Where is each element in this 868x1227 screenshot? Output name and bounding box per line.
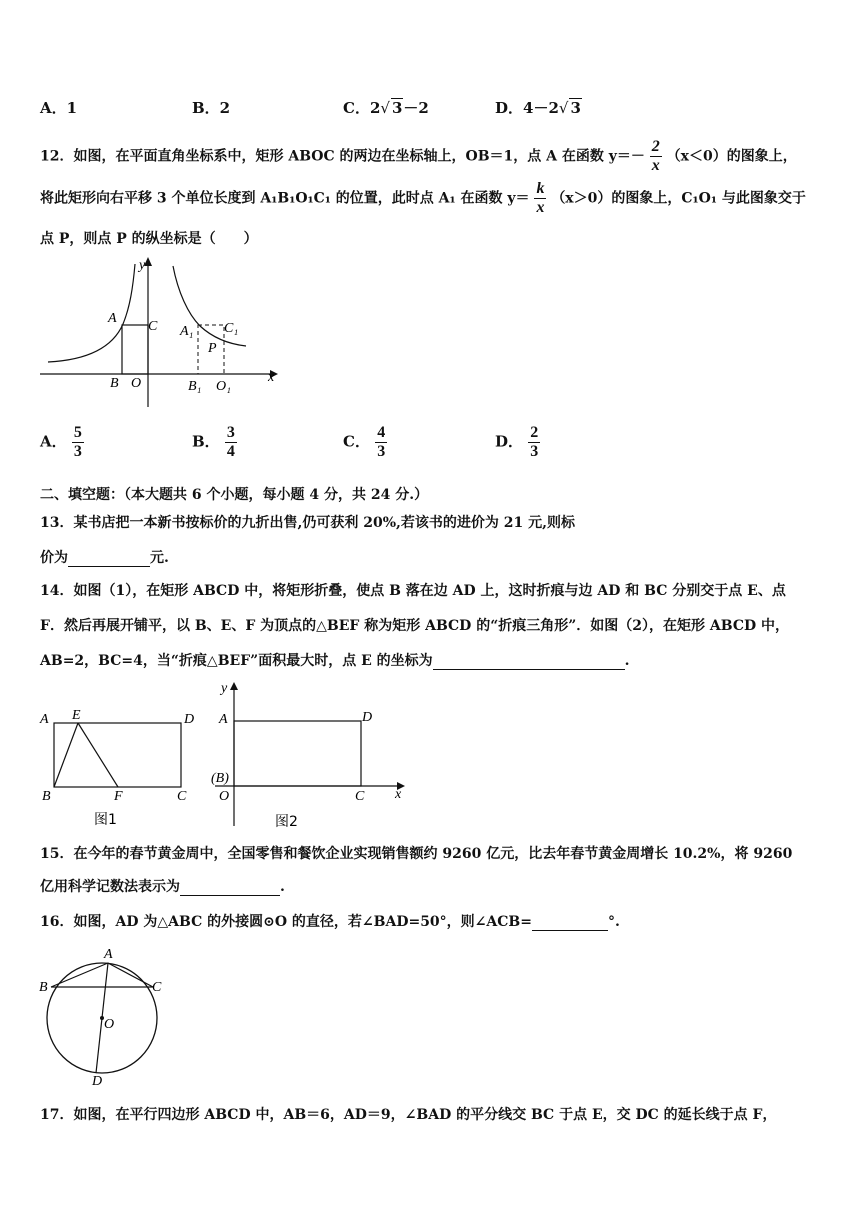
q12-option-c-fraction [375, 424, 387, 461]
q14-fig2-label-a: A [219, 712, 228, 727]
q12-option-b-den: 4 [226, 443, 235, 460]
q12-label-a: A [108, 311, 117, 326]
q11-option-b: B．2 [192, 99, 231, 117]
q14-fig2-label-y: y [221, 681, 228, 696]
q12-option-d-fraction [528, 424, 540, 461]
q14-fig1-label-f: F [114, 789, 123, 804]
q14-figure-2 [205, 676, 415, 834]
q12-label-c1: C₁ [224, 321, 239, 336]
q12-label-c: C [148, 319, 158, 334]
q14-line3 [40, 650, 629, 670]
q12-fraction-k-over-x [534, 180, 546, 217]
q15-answer-blank[interactable] [180, 879, 280, 896]
q11-option-c-suffix: －2 [403, 99, 429, 117]
q16-segment-ab [51, 963, 108, 987]
q12-option-d-num: 2 [530, 424, 539, 441]
q14-fig2-label-b: (B) [211, 771, 229, 786]
q12-fraction-x: x [536, 199, 545, 216]
q12-option-c-letter: C． [343, 432, 370, 451]
q14-fig1-segment-ef [78, 723, 118, 787]
q16-text-a: 16．如图，AD 为△ABC 的外接圆⊙O 的直径，若∠BAD=50°，则∠ACB= [40, 914, 532, 930]
q16-text-b: °. [607, 914, 620, 930]
q11-option-c-radicand: 3 [391, 99, 403, 117]
q14-line2: F．然后再展开铺平，以 B、E、F 为顶点的△BEF 称为矩形 ABCD 的“折痕三角形”．如图（2），在矩形 ABCD 中， [40, 618, 790, 634]
q12-fraction-denominator: x [651, 157, 660, 174]
q15-text-a: 亿用科学记数法表示为 [40, 879, 180, 895]
q11-option-d-radicand: 3 [570, 99, 581, 117]
q12-figure [38, 252, 283, 412]
q14-fig2-label-o: O [219, 789, 230, 804]
q14-fig2-y-arrow [230, 682, 238, 690]
q14-fig2-label-x: x [395, 787, 402, 802]
q12-line2-text-b: （x＞0）的图象上，C₁O₁ 与此图象交于 [551, 190, 806, 207]
q15-text-b: . [280, 879, 285, 895]
q17-line1: 17．如图，在平行四边形 ABCD 中，AB＝6，AD＝9，∠BAD 的平分线交 BC 于点 E，交 DC 的延长线于点 F， [40, 1107, 777, 1123]
q14-fig1-label-e: E [72, 708, 81, 723]
q14-fig2-label-c: C [355, 789, 365, 804]
q12-option-a-den: 3 [73, 443, 82, 460]
q12-label-a1: A₁ [180, 324, 194, 339]
q14-figure-1 [36, 704, 206, 832]
q13-text-b: 元. [150, 550, 169, 566]
q16-label-b: B [39, 980, 48, 995]
q14-fig2-rectangle [234, 721, 361, 786]
q12-option-b [192, 424, 237, 461]
q12-label-p: P [208, 341, 217, 356]
q12-option-a-num: 5 [73, 424, 82, 441]
q11-option-d-prefix: D．4－2 [495, 99, 559, 117]
q14-fig1-rectangle [54, 723, 181, 787]
q14-fig1-caption: 图1 [94, 812, 117, 828]
q12-label-b: B [110, 376, 119, 391]
q12-option-a [40, 424, 84, 461]
q16-line1 [40, 911, 620, 931]
q14-answer-blank[interactable] [433, 653, 625, 670]
q12-fraction-k: k [536, 180, 545, 197]
q12-fraction-2-over-x [650, 138, 662, 175]
q12-label-b1: B₁ [188, 379, 202, 394]
q12-line1-text-a: 12．如图，在平面直角坐标系中，矩形 ABOC 的两边在坐标轴上，OB＝1，点 A 在函数 y＝－ [40, 148, 645, 165]
q11-option-d: D．4－2√ 3 [495, 99, 581, 117]
q16-figure [38, 942, 170, 1090]
q12-line1 [40, 138, 797, 175]
q14-fig1-label-c: C [177, 789, 187, 804]
q14-line1: 14．如图（1），在矩形 ABCD 中，将矩形折叠，使点 B 落在边 AD 上，这时折痕与边 AD 和 BC 分别交于点 E、点 [40, 583, 786, 599]
q16-label-c: C [152, 980, 162, 995]
q16-label-o: O [104, 1017, 115, 1032]
q12-label-x: x [268, 370, 275, 385]
q14-fig1-segment-be [54, 723, 78, 787]
q15-line2 [40, 876, 285, 896]
q12-line1-text-b: （x＜0）的图象上， [666, 148, 797, 165]
q12-option-a-fraction [72, 424, 84, 461]
q12-line2-text-a: 将此矩形向右平移 3 个单位长度到 A₁B₁O₁C₁ 的位置，此时点 A₁ 在函数 y＝ [40, 190, 530, 207]
q16-label-a: A [104, 947, 113, 962]
q13-text-a: 价为 [40, 550, 68, 566]
q12-option-d [495, 424, 540, 461]
q14-fig1-label-a: A [40, 712, 49, 727]
q12-option-c-num: 4 [377, 424, 386, 441]
q12-option-a-letter: A． [40, 432, 67, 451]
q16-label-d: D [92, 1074, 103, 1089]
q14-fig2-caption: 图2 [275, 814, 298, 830]
q12-option-b-letter: B． [192, 432, 220, 451]
q16-segment-ac [108, 963, 153, 987]
q12-line3: 点 P，则点 P 的纵坐标是（ ） [40, 231, 258, 247]
q14-text-a: AB=2，BC=4，当“折痕△BEF”面积最大时，点 E 的坐标为 [40, 653, 433, 669]
q12-option-b-fraction [225, 424, 237, 461]
q12-line2 [40, 180, 806, 217]
q12-label-o: O [131, 376, 142, 391]
section-fill-in-heading: 二、填空题：（本大题共 6 个小题，每小题 4 分，共 24 分.） [40, 487, 429, 503]
q12-label-o1: O₁ [216, 379, 231, 394]
q12-option-c-den: 3 [377, 443, 386, 460]
q14-fig1-label-b: B [42, 789, 51, 804]
q11-option-c: C．2√ 3－2 [343, 99, 429, 117]
q11-option-a: A．1 [40, 99, 78, 117]
q16-answer-blank[interactable] [532, 914, 608, 931]
q12-rectangle-aboc [122, 325, 148, 374]
q12-option-b-num: 3 [226, 424, 235, 441]
q12-option-c [343, 424, 387, 461]
q12-option-d-den: 3 [530, 443, 539, 460]
q13-line2 [40, 547, 169, 567]
q14-fig1-label-d: D [184, 712, 195, 727]
q12-fraction-numerator: 2 [651, 138, 660, 155]
q13-line1: 13．某书店把一本新书按标价的九折出售,仍可获利 20%,若该书的进价为 21 元,则标 [40, 515, 575, 531]
q12-label-y: y [139, 258, 146, 273]
q14-fig2-label-d: D [362, 710, 373, 725]
q14-text-b: . [624, 653, 630, 669]
q13-answer-blank[interactable] [68, 550, 150, 567]
q12-option-d-letter: D． [495, 432, 524, 451]
q11-option-c-prefix: C．2 [343, 99, 381, 117]
q15-line1: 15．在今年的春节黄金周中，全国零售和餐饮企业实现销售额约 9260 亿元，比去年春节黄金周增长 10.2%，将 9260 [40, 846, 793, 862]
